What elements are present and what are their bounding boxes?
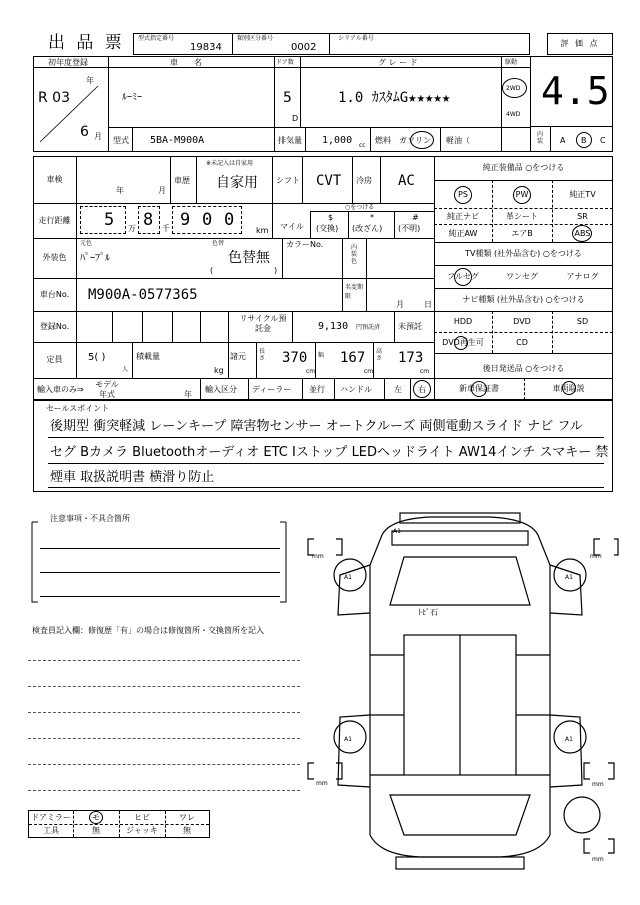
mileage-digit-4: 0: [202, 210, 213, 230]
later-manual[interactable]: 車両取説: [552, 384, 585, 393]
damage-mark-hood: A1: [393, 528, 401, 535]
chassis-label: 車台No.: [39, 289, 70, 299]
media-cd[interactable]: CD: [516, 338, 528, 347]
category-box: [232, 33, 330, 55]
hibi-label[interactable]: ヒビ: [134, 812, 150, 822]
model-value: 5BA-M900A: [150, 135, 205, 146]
reg-label: 登録No.: [39, 321, 70, 331]
hgt-label: 高さ: [376, 348, 383, 362]
damage-mark-rear-left: A1: [344, 736, 352, 743]
car-diagram: [300, 505, 620, 890]
len-value: 370: [282, 350, 308, 366]
equip-pw-circle: [513, 186, 531, 204]
sales-line-2: セグ Bカメラ Bluetoothオーディオ ETC Iストップ LEDヘッドライト AW14インチ スマキー 禁: [50, 445, 609, 460]
mileage-digit-1: 5: [104, 210, 115, 230]
len-label: 長さ: [259, 348, 266, 362]
displacement-value: 1,000: [322, 135, 353, 146]
category-value: 0002: [291, 42, 317, 53]
mileage-c2b: (改ざん): [352, 224, 383, 233]
fuel-gasoline[interactable]: ガソリン: [399, 136, 431, 145]
model-year-label: モデル年式: [95, 380, 119, 399]
mm-label-1: mm: [312, 553, 324, 560]
later-warranty-circle: [471, 381, 487, 397]
drive-2wd[interactable]: 2WD: [506, 85, 521, 92]
wid-label: 幅: [318, 352, 325, 359]
len-cm: cm: [306, 368, 316, 375]
damage-mark-front-right: A1: [565, 574, 573, 581]
mirror-tool-table: [28, 810, 210, 838]
first-reg-month: 6: [80, 124, 89, 140]
mm-label-4: mm: [592, 781, 604, 788]
sales-frame: [33, 400, 613, 492]
mm-label-5: mm: [592, 856, 604, 863]
equip-ps[interactable]: PS: [458, 190, 468, 199]
fuel-diesel[interactable]: 軽油（: [446, 136, 470, 145]
recycle-label: リサイクル預託金: [239, 314, 287, 333]
color-change-label: 色替: [212, 240, 225, 247]
hgt-value: 173: [398, 350, 424, 366]
damage-note: ﾄﾋﾞ石: [418, 608, 438, 617]
paren-close: ): [274, 266, 278, 275]
capacity-label: 定員: [46, 355, 63, 364]
mileage-check-title: ○をつける: [345, 204, 375, 211]
first-reg-label: 初年度登録: [48, 58, 88, 67]
doors-label: ドア数: [276, 59, 294, 66]
interior-a[interactable]: A: [560, 136, 566, 145]
nav-hdd[interactable]: HDD: [453, 317, 473, 326]
name-change-month: 月: [396, 300, 404, 309]
mileage-unit-man: 万: [128, 224, 136, 233]
capacity-value: 5( ): [88, 352, 106, 363]
history-label: 車歴: [174, 176, 190, 185]
color-label: 外装色: [42, 253, 67, 262]
year-unit: 年: [86, 76, 94, 85]
history-value: 自家用: [216, 175, 258, 191]
interior-label: 内装: [537, 131, 544, 145]
hgt-cm: cm: [420, 368, 430, 375]
load-kg: kg: [214, 366, 224, 375]
mileage-unit-km: km: [256, 226, 269, 235]
color-no-label: カラーNo.: [286, 240, 324, 249]
shift-value: CVT: [316, 173, 342, 189]
inspector-label: 検査員記入欄：修復歴「有」の場合は修復箇所・交換箇所を記入: [32, 626, 264, 635]
equip-pw[interactable]: PW: [515, 190, 529, 199]
interior-c[interactable]: C: [600, 136, 606, 145]
equip-airbag[interactable]: エアB: [511, 228, 533, 238]
later-warranty[interactable]: 新車保証書: [459, 384, 499, 393]
drive-4wd[interactable]: 4WD: [506, 111, 521, 118]
load-label: 積載量: [136, 352, 160, 361]
grade-label: グ レ ー ド: [378, 58, 418, 67]
import-dealer[interactable]: ディーラー: [252, 385, 292, 394]
equip-sr[interactable]: SR: [577, 211, 588, 221]
jack-value: 無: [183, 825, 191, 835]
ac-label: 冷房: [356, 176, 372, 185]
fuel-label: 燃料: [375, 136, 391, 145]
equip-abs[interactable]: ABS: [574, 228, 591, 238]
grade-value: 1.0 ｶｽﾀﾑG★★★★★: [338, 90, 451, 106]
history-note: ※未記入は自家用: [206, 160, 254, 167]
ac-value: AC: [398, 173, 415, 189]
mm-label-3: mm: [316, 780, 328, 787]
car-name: ﾙｰﾐｰ: [122, 92, 142, 103]
drive-label: 駆動: [505, 59, 518, 66]
mirror-value-circle: [89, 811, 103, 824]
mm-label-2: mm: [590, 553, 602, 560]
mileage-mile[interactable]: マイル: [280, 222, 304, 231]
fuel-gasoline-circle: [410, 131, 434, 149]
displacement-label: 排気量: [278, 136, 302, 145]
capacity-person: 人: [122, 366, 129, 373]
recycle-value: 9,130: [318, 321, 349, 332]
caution-label: 注意事項・不具合箇所: [50, 514, 130, 523]
month-unit: 月: [94, 132, 102, 141]
score-value: 4.5: [541, 69, 610, 113]
mileage-c2a[interactable]: *: [370, 213, 374, 222]
interior-b-circle: [576, 132, 592, 148]
tv-oneseg[interactable]: ワンセグ: [506, 272, 538, 281]
media-dvd-play[interactable]: DVD再生可: [442, 338, 484, 347]
model-year-unit: 年: [184, 390, 192, 399]
nav-dvd[interactable]: DVD: [513, 317, 531, 326]
orig-color-value: ﾊﾟｰﾌﾟﾙ: [80, 253, 110, 264]
ware-label[interactable]: ワレ: [179, 812, 195, 822]
tv-title: TV種類 (社外品含む) ○をつける: [465, 249, 582, 258]
later-manual-circle: [562, 381, 576, 395]
interior-color-label: 内装色: [351, 244, 358, 265]
mirror-label: ドアミラー: [31, 812, 71, 822]
category-label: 類別区分番号: [237, 35, 274, 42]
caution-bracket: [24, 514, 294, 608]
shaken-label: 車検: [46, 174, 63, 184]
first-reg-year: R 03: [38, 90, 70, 106]
first-reg-cell: [38, 74, 103, 141]
nav-title: ナビ種類 (社外品含む) ○をつける: [462, 295, 585, 304]
mileage-c3a[interactable]: #: [412, 213, 419, 222]
handle-left[interactable]: 左: [394, 385, 402, 394]
tool-value: 無: [92, 825, 100, 835]
color-change-value: 色替無: [228, 250, 270, 266]
type-designation-label: 型式指定番号: [138, 35, 175, 42]
damage-mark-rear-right: A1: [565, 736, 573, 743]
serial-label: シリアル番号: [338, 35, 374, 42]
handle-right[interactable]: 右: [418, 385, 426, 394]
car-name-label: 車 名: [170, 58, 202, 67]
import-parallel[interactable]: 並行: [309, 385, 325, 394]
sales-line-3: 煙車 取扱説明書 横滑り防止: [50, 470, 215, 485]
wid-cm: cm: [364, 368, 374, 375]
score-label-box: [547, 33, 613, 55]
mileage-digits: [80, 206, 270, 236]
score-label: 評 価 点: [560, 39, 600, 48]
equip-ps-circle: [454, 186, 472, 204]
equipment-title: 純正装備品 ○をつける: [482, 163, 565, 172]
equipment-panel: [434, 156, 613, 378]
equip-tv[interactable]: 純正TV: [569, 190, 596, 199]
recycle-unpaid[interactable]: 未預託: [398, 322, 422, 331]
doors-value: 5: [283, 90, 292, 106]
shift-label: シフト: [276, 176, 300, 185]
tv-fullseg-circle: [454, 268, 472, 286]
sheet-title: 出 品 票: [48, 33, 125, 53]
type-designation-box: [133, 33, 233, 55]
door-suffix: D: [292, 114, 299, 123]
mirror-value[interactable]: モ: [92, 812, 100, 822]
sales-label: セールスポイント: [46, 404, 110, 413]
mileage-digit-5: 0: [224, 210, 235, 230]
tool-label: 工具: [43, 825, 59, 835]
handle-right-circle: [413, 380, 431, 398]
equip-navi[interactable]: 純正ナビ: [447, 211, 479, 221]
damage-mark-front-left: A1: [344, 574, 352, 581]
mileage-label: 走行距離: [38, 215, 71, 225]
import-type-label: 輸入区分: [205, 385, 237, 394]
mileage-c1a[interactable]: $: [328, 213, 334, 222]
type-designation-value: 19834: [190, 42, 222, 53]
mileage-unit-sen: 千: [162, 224, 170, 233]
sales-line-1: 後期型 衝突軽減 レーンキープ 障害物センサー オートクルーズ 両側電動スライド ナビ フル: [50, 419, 583, 434]
mileage-c3b: (不明): [398, 224, 421, 233]
paren-open: (: [210, 266, 214, 275]
orig-color-label: 元色: [80, 240, 93, 247]
tv-fullseg[interactable]: フルセグ: [447, 272, 479, 281]
displacement-unit: cc: [359, 142, 366, 149]
dims-label: 諸元: [230, 352, 246, 361]
mileage-digit-2: 8: [143, 210, 154, 230]
jack-label: ジャッキ: [126, 825, 158, 835]
media-dvd-play-circle: [454, 336, 468, 350]
serial-box: [329, 33, 530, 55]
name-change-label: 名変期限: [345, 284, 364, 300]
wid-value: 167: [340, 350, 366, 366]
later-title: 後日発送品 ○をつける: [482, 363, 565, 373]
handle-label: ハンドル: [340, 385, 372, 394]
chassis-value: M900A-0577365: [88, 287, 198, 303]
nav-sd[interactable]: SD: [576, 317, 589, 326]
interior-b[interactable]: B: [581, 136, 587, 145]
drive-2wd-circle: [502, 78, 527, 98]
mileage-c1b: (交換): [316, 224, 339, 233]
recycle-unit: 円預託済: [356, 324, 381, 331]
import-label: 輸入車のみ⇒: [37, 385, 84, 394]
tv-analog[interactable]: アナログ: [566, 272, 599, 281]
mileage-digit-3: 9: [180, 210, 191, 230]
equip-leather[interactable]: 革シート: [506, 211, 538, 221]
model-label: 型式: [113, 136, 129, 145]
shaken-month-unit: 月: [158, 186, 166, 195]
equip-aw[interactable]: 純正AW: [448, 228, 478, 238]
shaken-year-unit: 年: [116, 186, 124, 195]
equip-abs-circle: [572, 225, 592, 242]
name-change-day: 日: [424, 300, 432, 309]
